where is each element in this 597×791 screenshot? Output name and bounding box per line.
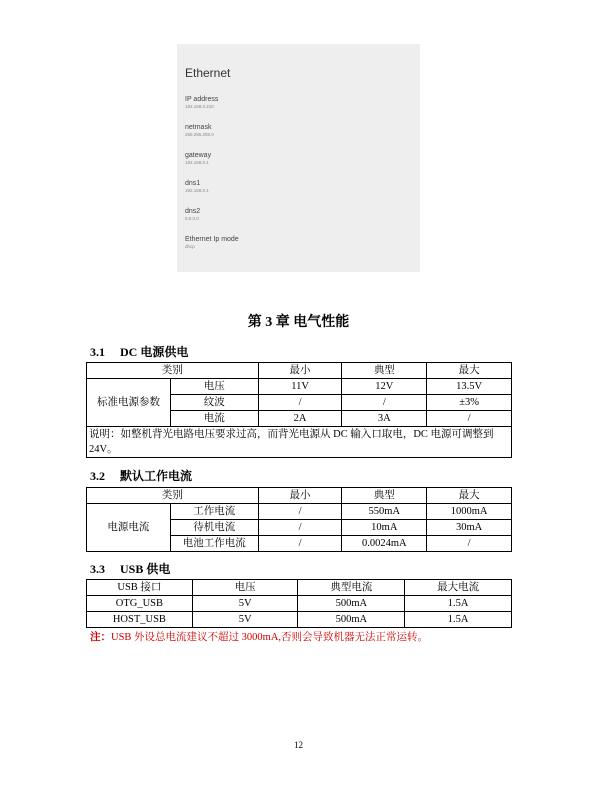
table-header-row: USB 接口 电压 典型电流 最大电流 (87, 580, 512, 596)
section-heading-3-2: 3.2 默认工作电流 (90, 469, 193, 483)
warning-prefix: 注： (90, 632, 111, 643)
chapter-title: 第 3 章 电气性能 (247, 315, 350, 330)
table-row: HOST_USB 5V 500mA 1.5A (87, 612, 512, 628)
table-row: 待机电流 / 10mA 30mA (87, 520, 512, 536)
warning-note (90, 629, 428, 644)
table-row: 电源电流 工作电流 / 550mA 1000mA (87, 504, 512, 520)
eth-item-netmask: netmask 255.255.255.0 (185, 124, 214, 137)
table-row: 电池工作电流 / 0.0024mA / (87, 536, 512, 552)
dc-power-table (86, 362, 512, 458)
eth-item-ip-mode: Ethernet Ip mode dhcp (185, 236, 239, 249)
ethernet-title: Ethernet (185, 66, 231, 80)
ethernet-settings-screenshot (177, 44, 420, 272)
working-current-table (86, 487, 512, 552)
table-row: 纹波 / / ±3% (87, 395, 512, 411)
usb-power-table (86, 579, 512, 628)
table-note-row (87, 427, 512, 458)
section-heading-3-3: 3.3 USB 供电 (90, 562, 171, 576)
group-cell: 电源电流 (87, 504, 171, 552)
eth-item-gateway: gateway 192.168.0.1 (185, 152, 212, 165)
table-row: OTG_USB 5V 500mA 1.5A (87, 596, 512, 612)
warning-text: USB 外设总电流建议不超过 3000mA,否则会导致机器无法正常运转。 (111, 632, 429, 643)
table-row: 电流 2A 3A / (87, 411, 512, 427)
table-header-row: 类别 最小 典型 最大 (87, 488, 512, 504)
eth-item-dns1: dns1 192.168.0.1 (185, 180, 209, 193)
eth-item-dns2: dns2 0.0.0.0 (185, 208, 201, 221)
table-header-row: 类别 最小 典型 最大 (87, 363, 512, 379)
group-cell: 标准电源参数 (87, 379, 171, 427)
eth-item-ip: IP address 192.168.0.210 (185, 96, 219, 109)
table-note: 说明：如整机背光电路电压要求过高，而背光电源从 DC 输入口取电，DC 电源可调整到 24V。 (87, 427, 512, 458)
page-number: 12 (294, 740, 303, 750)
table-row: 标准电源参数 电压 11V 12V 13.5V (87, 379, 512, 395)
section-heading-3-1: 3.1 DC 电源供电 (90, 345, 189, 359)
